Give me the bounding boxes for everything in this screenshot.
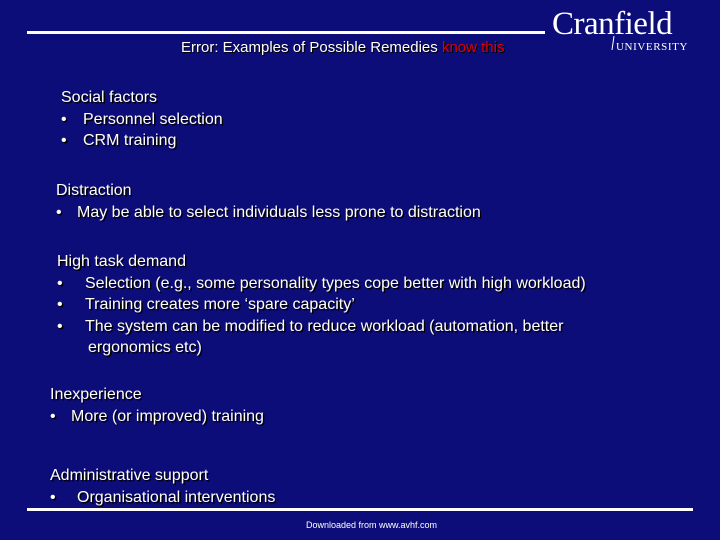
- logo-name: Cranfield: [552, 6, 673, 42]
- list-item: [57, 294, 586, 316]
- title-emphasis: know this: [441, 39, 505, 56]
- section-heading: High task demand: [57, 253, 186, 270]
- bullet: •: [50, 407, 56, 425]
- list-item: [61, 130, 223, 152]
- list-item-text: The system can be modified to reduce workload (automation, better: [85, 317, 564, 335]
- cranfield-logo: [552, 6, 702, 52]
- list-item-continuation: ergonomics etc): [88, 339, 202, 356]
- header-rule: [27, 31, 545, 34]
- bullet: •: [57, 296, 63, 313]
- list-item-text: More (or improved) training: [71, 407, 264, 425]
- logo-university: UNIVERSITY: [616, 41, 688, 53]
- title-text: Error: Examples of Possible Remedies: [181, 39, 442, 56]
- list-item: [56, 202, 481, 224]
- list-item-text: CRM training: [83, 132, 177, 149]
- list-item-text: Training creates more ‘spare capacity’: [85, 296, 355, 313]
- bullet: •: [57, 317, 63, 335]
- section-heading: Administrative support: [50, 467, 209, 484]
- bullet: •: [50, 488, 56, 506]
- list-item: [57, 316, 586, 338]
- list-item: [57, 273, 586, 295]
- list-item-text: Organisational interventions: [77, 488, 276, 506]
- section-high-task-demand: [57, 251, 586, 359]
- section-heading: Social factors: [61, 89, 158, 106]
- footer-rule: [27, 508, 693, 511]
- slide-title: [181, 39, 504, 56]
- section-heading: Inexperience: [50, 386, 142, 403]
- footer-source: Downloaded from www.avhf.com: [306, 520, 438, 530]
- list-item: [61, 109, 223, 131]
- bullet: •: [57, 274, 63, 292]
- bullet: •: [61, 132, 67, 149]
- bullet: •: [61, 110, 67, 128]
- list-item: [50, 487, 275, 509]
- list-item-text: May be able to select individuals less prone to distraction: [77, 203, 481, 221]
- list-item-text: Selection (e.g., some personality types cope better with high workload): [85, 274, 586, 292]
- list-item: [50, 406, 264, 428]
- section-administrative-support: [50, 465, 275, 508]
- list-item-text: Personnel selection: [83, 110, 223, 128]
- logo-stroke-icon: [611, 36, 615, 50]
- section-heading: Distraction: [56, 182, 132, 199]
- section-social-factors: [61, 87, 223, 152]
- section-inexperience: [50, 384, 264, 427]
- bullet: •: [56, 203, 62, 221]
- section-distraction: [56, 180, 481, 223]
